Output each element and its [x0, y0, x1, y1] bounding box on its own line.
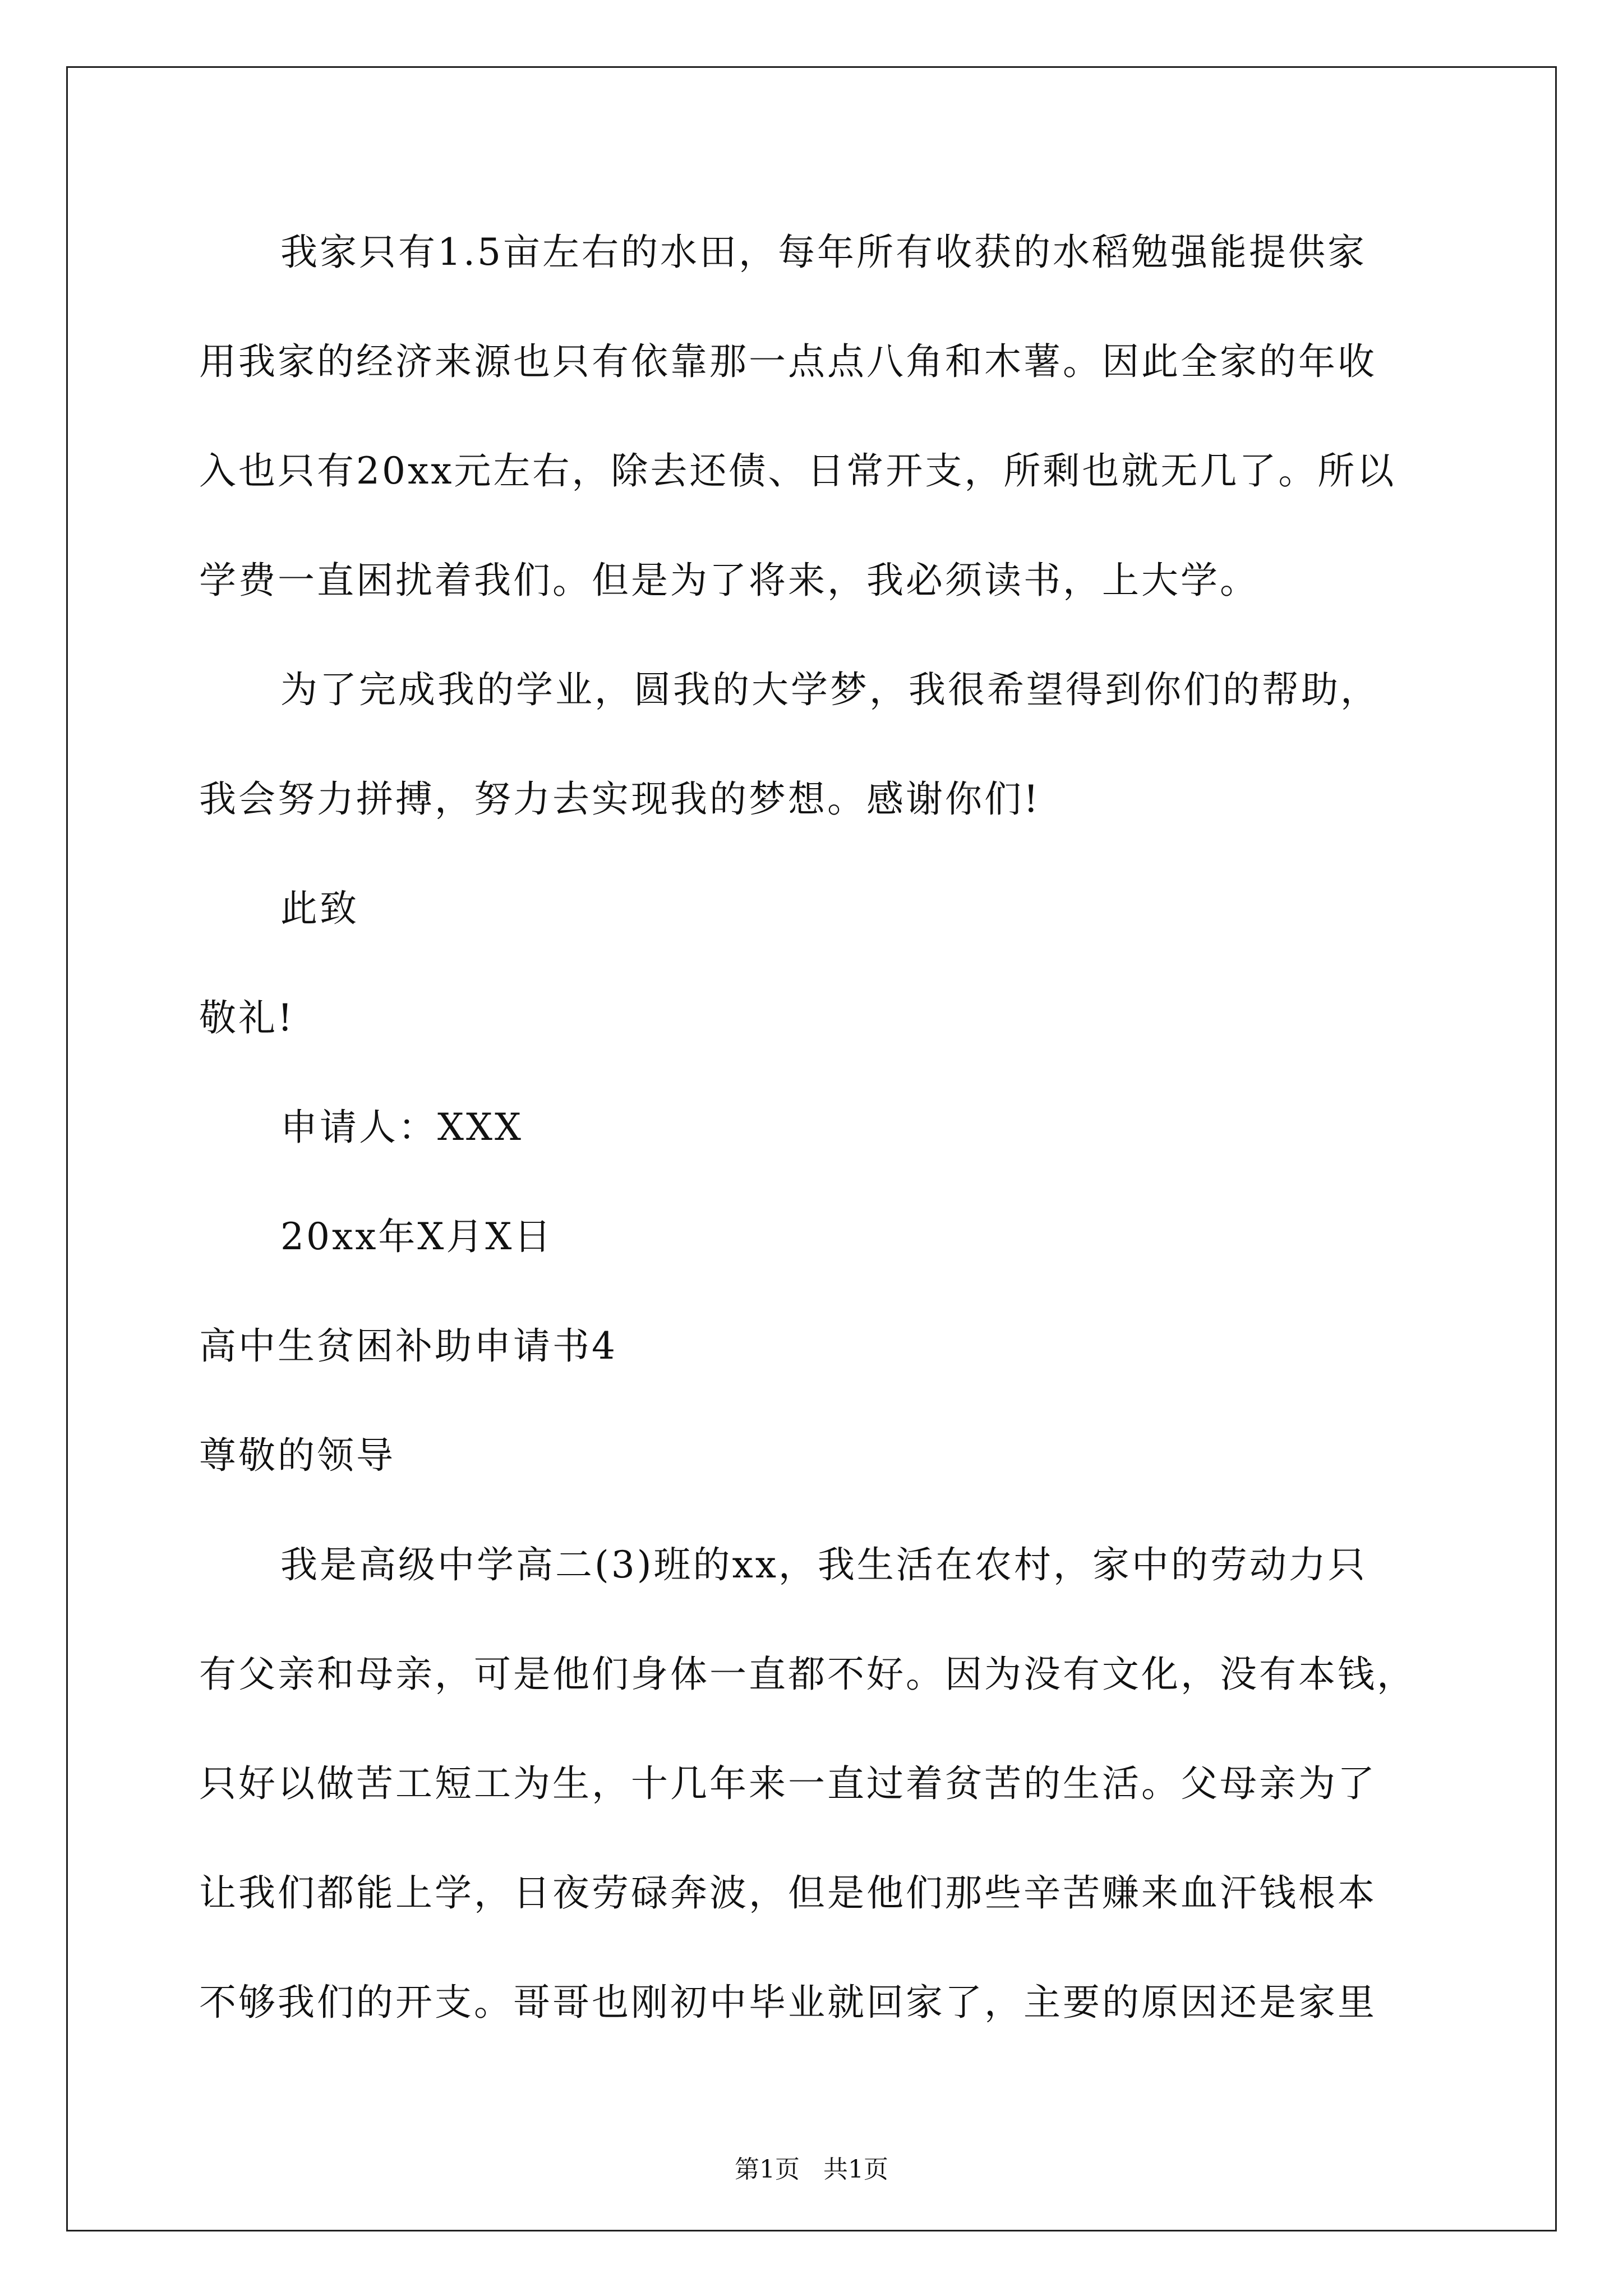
body-line: 用我家的经济来源也只有依靠那一点点八角和木薯。因此全家的年收 [199, 340, 1377, 383]
greeting-line: 尊敬的领导 [199, 1434, 395, 1477]
section-title: 高中生贫困补助申请书4 [199, 1324, 617, 1368]
page-footer: 第1页 共1页 [735, 2155, 888, 2184]
body-line: 学费一直困扰着我们。但是为了将来，我必须读书，上大学。 [199, 559, 1259, 602]
body-line: 我会努力拼搏，努力去实现我的梦想。感谢你们! [199, 777, 1041, 821]
date-line: 20xx年X月X日 [280, 1215, 554, 1258]
body-line: 为了完成我的学业，圆我的大学梦，我很希望得到你们的帮助， [280, 668, 1380, 711]
body-line: 只好以做苦工短工为生，十几年来一直过着贫苦的生活。父母亲为了 [199, 1762, 1377, 1805]
applicant-line: 申请人：XXX [280, 1106, 523, 1149]
salutation-line: 此致 [280, 887, 359, 930]
body-line: 不够我们的开支。哥哥也刚初中毕业就回家了，主要的原因还是家里 [199, 1981, 1377, 2024]
body-line: 让我们都能上学，日夜劳碌奔波，但是他们那些辛苦赚来血汗钱根本 [199, 1871, 1377, 1915]
salutation-line: 敬礼! [199, 996, 295, 1039]
body-line: 我是高级中学高二(3)班的xx，我生活在农村，家中的劳动力只 [280, 1543, 1367, 1586]
body-line: 我家只有1.5亩左右的水田，每年所有收获的水稻勉强能提供家 [280, 231, 1367, 274]
body-line: 有父亲和母亲，可是他们身体一直都不好。因为没有文化，没有本钱， [199, 1653, 1416, 1696]
body-line: 入也只有20xx元左右，除去还债、日常开支，所剩也就无几了。所以 [199, 449, 1396, 493]
